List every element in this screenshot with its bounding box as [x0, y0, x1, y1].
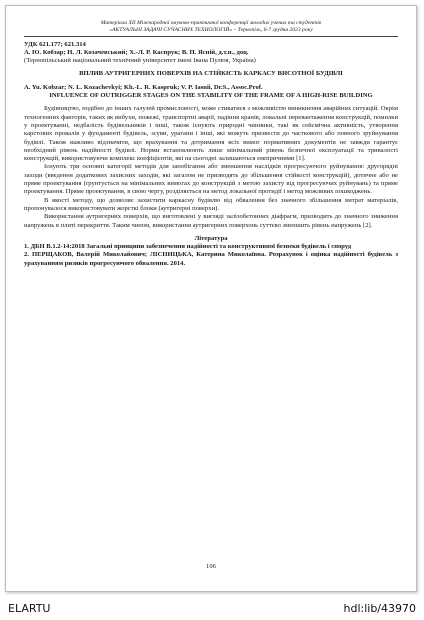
repository-name: ELARTU: [8, 602, 51, 615]
handle-identifier: hdl:lib/43970: [343, 602, 416, 615]
body-paragraph: В якості методу, що дозволяє захистити каркасну будівлю від обвалення без значного збільшення витрат матеріалів, пропонувалося використовувати жорсткі блоки (аутригерні поверхи).: [24, 196, 398, 212]
reference-item: 1. ДБН В.1.2-14:2018 Загальні принципи забезпечення надійності та конструктивної безпеки будівель і споруд: [24, 243, 352, 251]
header-rule: [24, 36, 398, 37]
body-paragraph: Існують три основні категорії методів для запобігання або зменшення наслідків прогресуючого руйнування: другорядні заходи (введення додаткових захисних заходів, які загалом не призводять до збільшення стійкості конструкцій), дотичне або не пряме проектування (ґрунтується на мінімальних вимогах до конструкцій з метою захисту від прогресуючих руйнувань) та пряме проектування. Пряме проектування, в свою чергу, розділяється на метод локальної протидії і метод можливих пошкоджень.: [24, 163, 398, 196]
authors-ua: А. Ю. Кобзар; Н. Л. Козачевський; Х.-Л. Р. Каспрук; В. П. Ясній, д.т.н., доц.: [24, 48, 249, 56]
running-header-line-1: Матеріали XII Міжнародної науково-практичної конференції молодих учених та студентів: [100, 20, 322, 26]
udc-code: УДК 621.177; 621.314: [24, 40, 86, 48]
page-number: 106: [206, 562, 216, 570]
affiliation: (Тернопільський національний технічний університет імені Івана Пулюя, Україна): [24, 57, 256, 65]
authors-en: A. Yu. Kobzar; N. L. Kozachevkyi; Kh.-L. R. Kaspruk; V. P. Iasnii, Dr.S., Assoc.Prof.: [24, 83, 263, 91]
body-paragraph: Використання аутригерних поверхів, що виготовлені у вигляді залізобетонних діафрагм, призводить до значного зниження напружень в плиті перекриття. Таким чином, використання аутригерних поверхонь суттєво зменшить рівень напружень [2].: [24, 213, 398, 229]
body-paragraph: Будівництво, подібно до інших галузей промисловості, може стикатися з можливістю виникнення аварійних ситуацій. Окрім техногенних факторів, таких як вибухи, пожежі, транспортні аварії, падіння кранів, локальні перевантаження конструкцій, помилки у проектуванні, недбалість будівельників і інші, також існують природні чинники, такі як сейсмічна активність, утворення карстових провалів у фундаменті будівель, зсуви, урагани і інші, які можуть призвести до часткового або повного зруйнування будівлі. Також важливо відзначити, що врахування та дотримання всіх вимог нормативних документів не завжди гарантує необхідний рівень надійності будівлі. Норми встановлюють лише мінімальний рівень безпечної експлуатації та тривалості конструкцій, використовуючи комплекс коефіцієнтів, які на сьогодні залишаються емпіричними [1].: [24, 105, 398, 163]
title-en: INFLUENCE OF OUTRIGGER STAGES ON THE STABILITY OF THE FRAME OF A HIGH-RISE BUILDING: [49, 92, 373, 100]
paper-page: [5, 5, 417, 592]
running-header-line-2: «АКТУАЛЬНІ ЗАДАЧІ СУЧАСНИХ ТЕХНОЛОГІЙ» – Тернопіль, 6-7 грудня 2023 року: [109, 26, 313, 33]
reference-item: 2. ПЕРЩАКОВ, Валерій Миколайович; ЛІСНИЦЬКА, Катерина Миколаївна. Розрахунок і оцінка надійності будівель з урахуванням ризиків прогресуючого обвалення. 2014.: [24, 251, 398, 267]
references-heading: Література: [194, 234, 228, 242]
title-ua: ВПЛИВ АУТРИГЕРНИХ ПОВЕРХІВ НА СТІЙКІСТЬ КАРКАСУ ВИСОТНОЇ БУДІВЛІ: [79, 70, 343, 78]
running-header: [24, 20, 398, 34]
repository-footer: [0, 598, 424, 620]
